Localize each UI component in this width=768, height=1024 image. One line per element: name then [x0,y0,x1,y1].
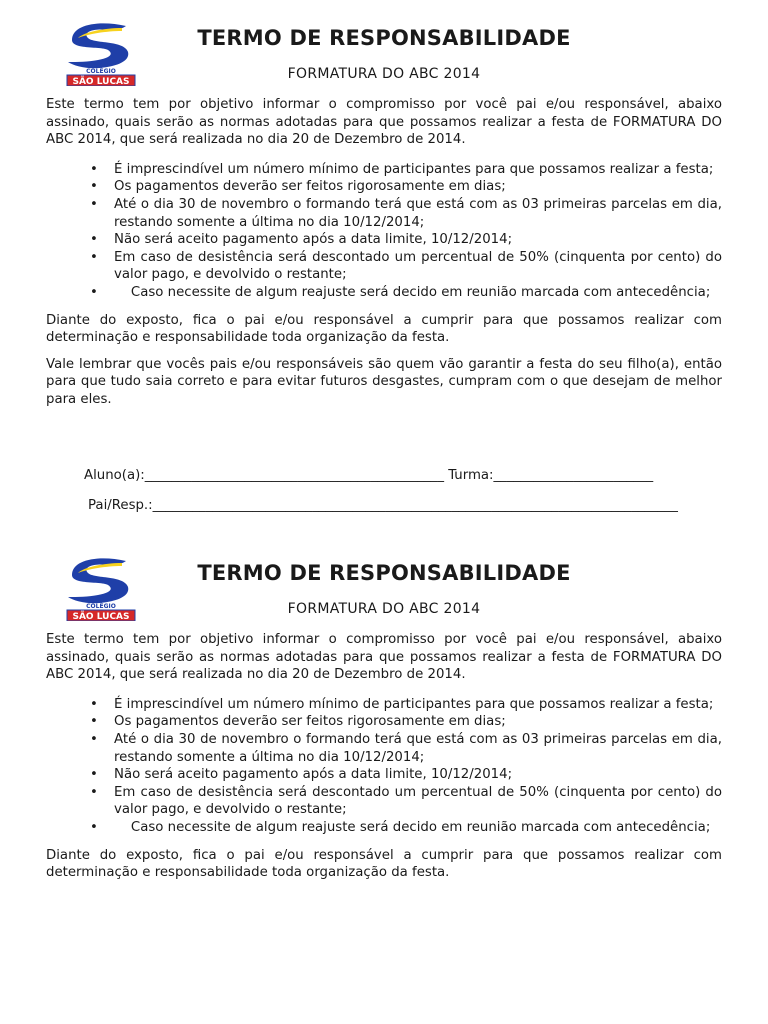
bullet-icon: • [90,284,98,300]
reminder-paragraph: Vale lembrar que vocês pais e/ou responsáveis são quem vão garantir a festa do seu filho(a), então para que tudo saia correto e para evitar futuros desgastes, cumpram com o que desejam de melhor para eles. [46,356,722,407]
rules-list [46,161,722,302]
document-body [46,96,722,409]
rule-item: • É imprescindível um número mínimo de participantes para que possamos realizar a festa; [90,161,714,177]
bullet-icon: • [90,249,98,265]
svg-text:COLÉGIO: COLÉGIO [86,603,116,610]
closing-paragraph: Diante do exposto, fica o pai e/ou responsável a cumprir para que possamos realizar com determinação e responsabilidade toda organização da festa. [46,847,722,881]
bullet-icon: • [90,179,98,195]
bullet-icon: • [90,696,98,712]
closing-paragraph: Diante do exposto, fica o pai e/ou responsável a cumprir para que possamos realizar com determinação e responsabilidade toda organização da festa. [46,312,722,346]
bullet-icon: • [90,161,98,177]
rule-item: • Até o dia 30 de novembro o formando terá que está com as 03 primeiras parcelas em dia, restando somente a última no dia 10/12/2014; [90,196,722,230]
bullet-icon: • [90,731,98,747]
bullet-icon: • [90,232,98,248]
bullet-icon: • [90,196,98,212]
rule-item: • Caso necessite de algum reajuste será decido em reunião marcada com antecedência; [90,819,711,835]
rule-item: • Não será aceito pagamento após a data limite, 10/12/2014; [90,767,513,783]
svg-text:COLÉGIO: COLÉGIO [86,68,116,75]
svg-text:SÃO LUCAS: SÃO LUCAS [72,612,130,621]
rule-item: • Caso necessite de algum reajuste será decido em reunião marcada com antecedência; [90,284,711,300]
bullet-icon: • [90,819,98,835]
rule-item: • Não será aceito pagamento após a data limite, 10/12/2014; [90,232,513,248]
parent-signature-line[interactable]: Pai/Resp.:_______________________________________________________________________________ [88,498,678,513]
intro-paragraph: Este termo tem por objetivo informar o compromisso por você pai e/ou responsável, abaixo assinado, quais serão as normas adotadas para que possamos realizar a festa de FORMATURA DO ABC 2014, que será realizada no dia 20 de Dezembro de 2014. [46,97,722,148]
bullet-icon: • [90,784,98,800]
rule-item: • Em caso de desistência será descontado um percentual de 50% (cinquenta por cento) do valor pago, e devolvido o restante; [90,784,722,818]
document-body [46,631,722,882]
intro-paragraph: Este termo tem por objetivo informar o compromisso por você pai e/ou responsável, abaixo assinado, quais serão as normas adotadas para que possamos realizar a festa de FORMATURA DO ABC 2014, que será realizada no dia 20 de Dezembro de 2014. [46,632,722,683]
document-subtitle: FORMATURA DO ABC 2014 [287,601,481,617]
bullet-icon: • [90,767,98,783]
document-title: TERMO DE RESPONSABILIDADE [197,26,571,50]
rule-item: • Os pagamentos deverão ser feitos rigorosamente em dias; [90,714,506,730]
bullet-icon: • [90,714,98,730]
rules-list [46,696,722,837]
rule-item: • Até o dia 30 de novembro o formando terá que está com as 03 primeiras parcelas em dia, restando somente a última no dia 10/12/2014; [90,731,722,765]
svg-text:SÃO LUCAS: SÃO LUCAS [72,77,130,86]
document-subtitle: FORMATURA DO ABC 2014 [287,66,481,82]
document-title: TERMO DE RESPONSABILIDADE [197,561,571,585]
rule-item: • Os pagamentos deverão ser feitos rigorosamente em dias; [90,179,506,195]
rule-item: • É imprescindível um número mínimo de participantes para que possamos realizar a festa; [90,696,714,712]
rule-item: • Em caso de desistência será descontado um percentual de 50% (cinquenta por cento) do valor pago, e devolvido o restante; [90,249,722,283]
student-signature-line[interactable]: Aluno(a):_____________________________________________ Turma:________________________ [84,468,654,483]
